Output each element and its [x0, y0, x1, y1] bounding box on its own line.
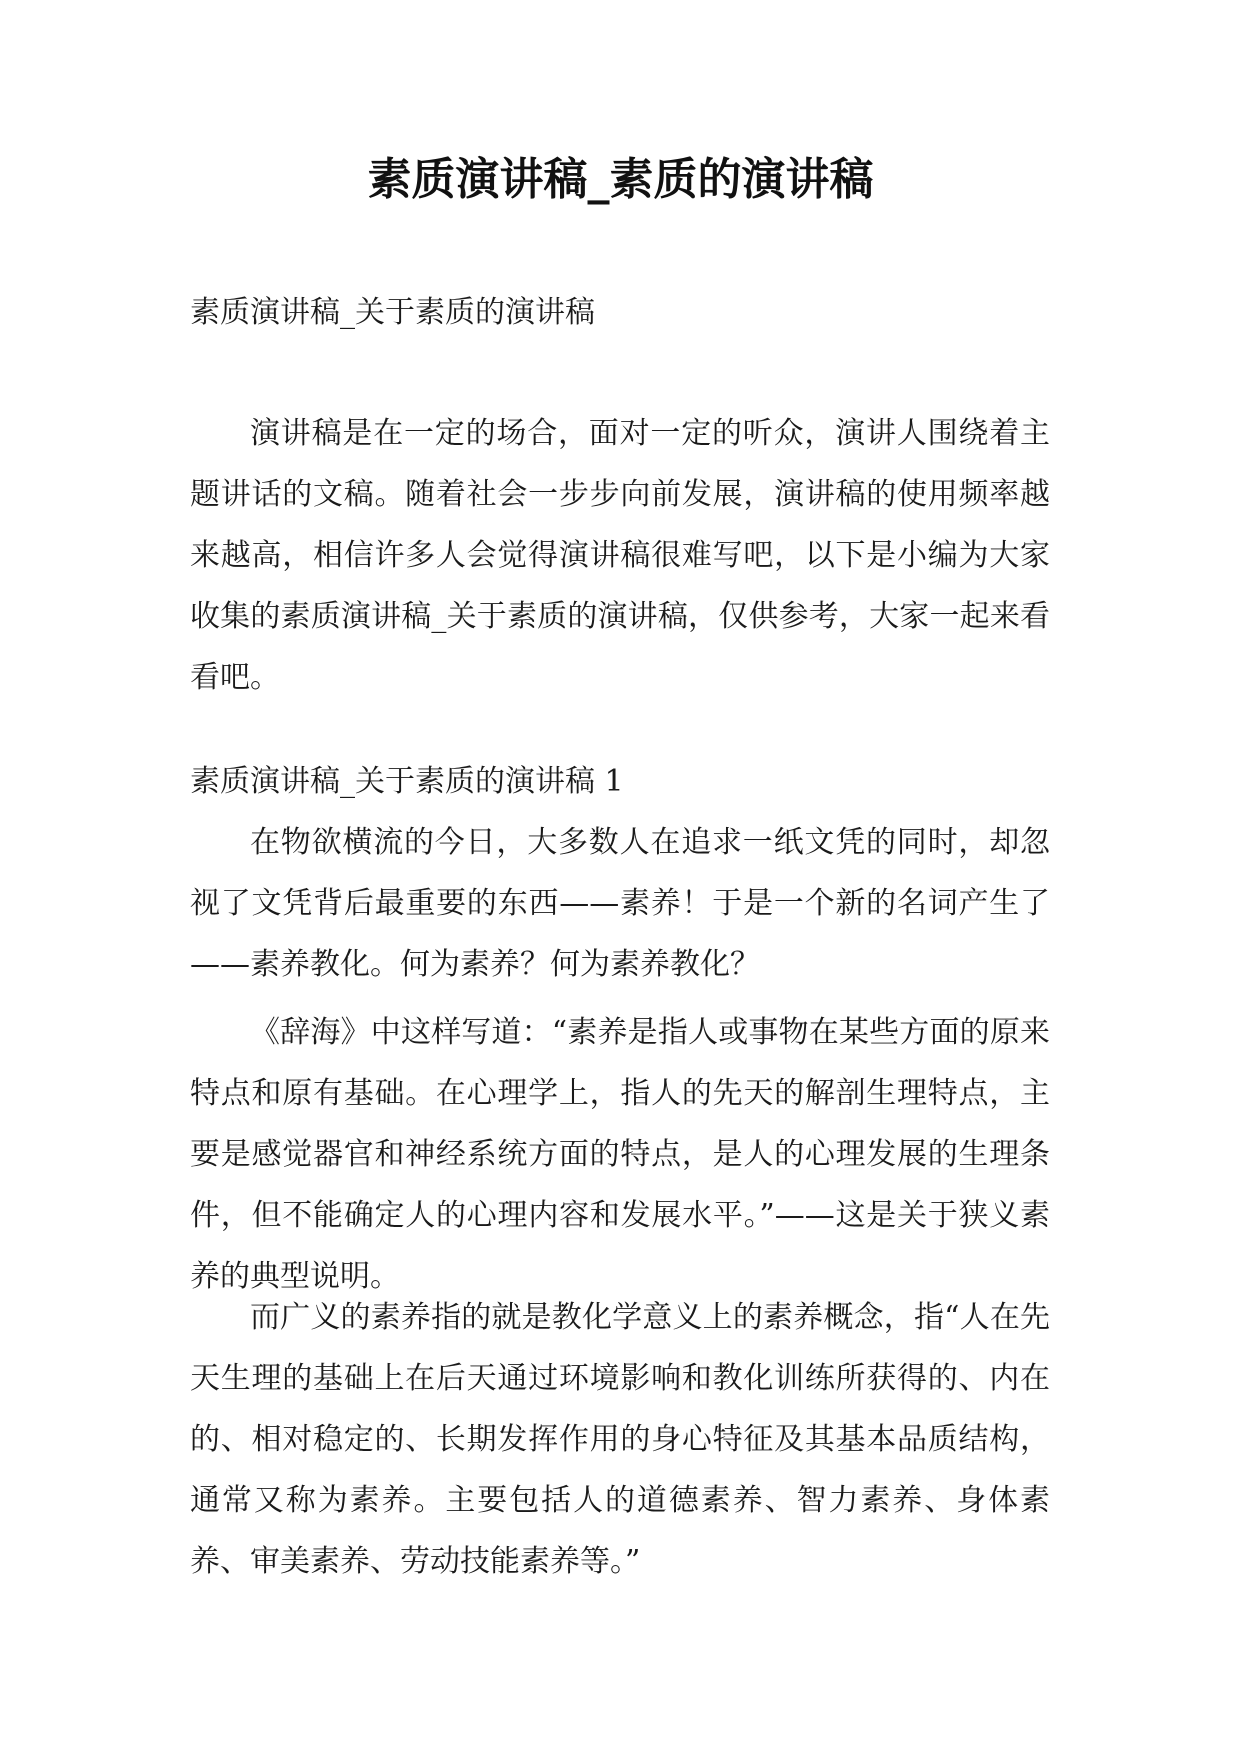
body-paragraph: 在物欲横流的今日，大多数人在追求一纸文凭的同时，却忽视了文凭背后最重要的东西——素养！于是一个新的名词产生了——素养教化。何为素养？何为素养教化？: [190, 825, 1050, 982]
body-paragraph: 《辞海》中这样写道：“素养是指人或事物在某些方面的原来特点和原有基础。在心理学上，指人的先天的解剖生理特点，主要是感觉器官和神经系统方面的特点，是人的心理发展的生理条件，但不能确定人的心理内容和发展水平。”——这是关于狭义素养的典型说明。: [190, 1015, 1050, 1294]
document-title: 素质演讲稿_素质的演讲稿: [367, 154, 874, 205]
intro-paragraph: 演讲稿是在一定的场合，面对一定的听众，演讲人围绕着主题讲话的文稿。随着社会一步步向前发展，演讲稿的使用频率越来越高，相信许多人会觉得演讲稿很难写吧，以下是小编为大家收集的素质演讲稿_关于素质的演讲稿，仅供参考，大家一起来看看吧。: [190, 416, 1050, 695]
document-subtitle: 素质演讲稿_关于素质的演讲稿: [190, 295, 595, 330]
body-paragraph: 而广义的素养指的就是教化学意义上的素养概念，指“人在先天生理的基础上在后天通过环境影响和教化训练所获得的、内在的、相对稳定的、长期发挥作用的身心特征及其基本品质结构，通常又称为素养。主要包括人的道德素养、智力素养、身体素养、审美素养、劳动技能素养等。”: [190, 1300, 1050, 1579]
section-heading: 素质演讲稿_关于素质的演讲稿 1: [190, 764, 624, 799]
